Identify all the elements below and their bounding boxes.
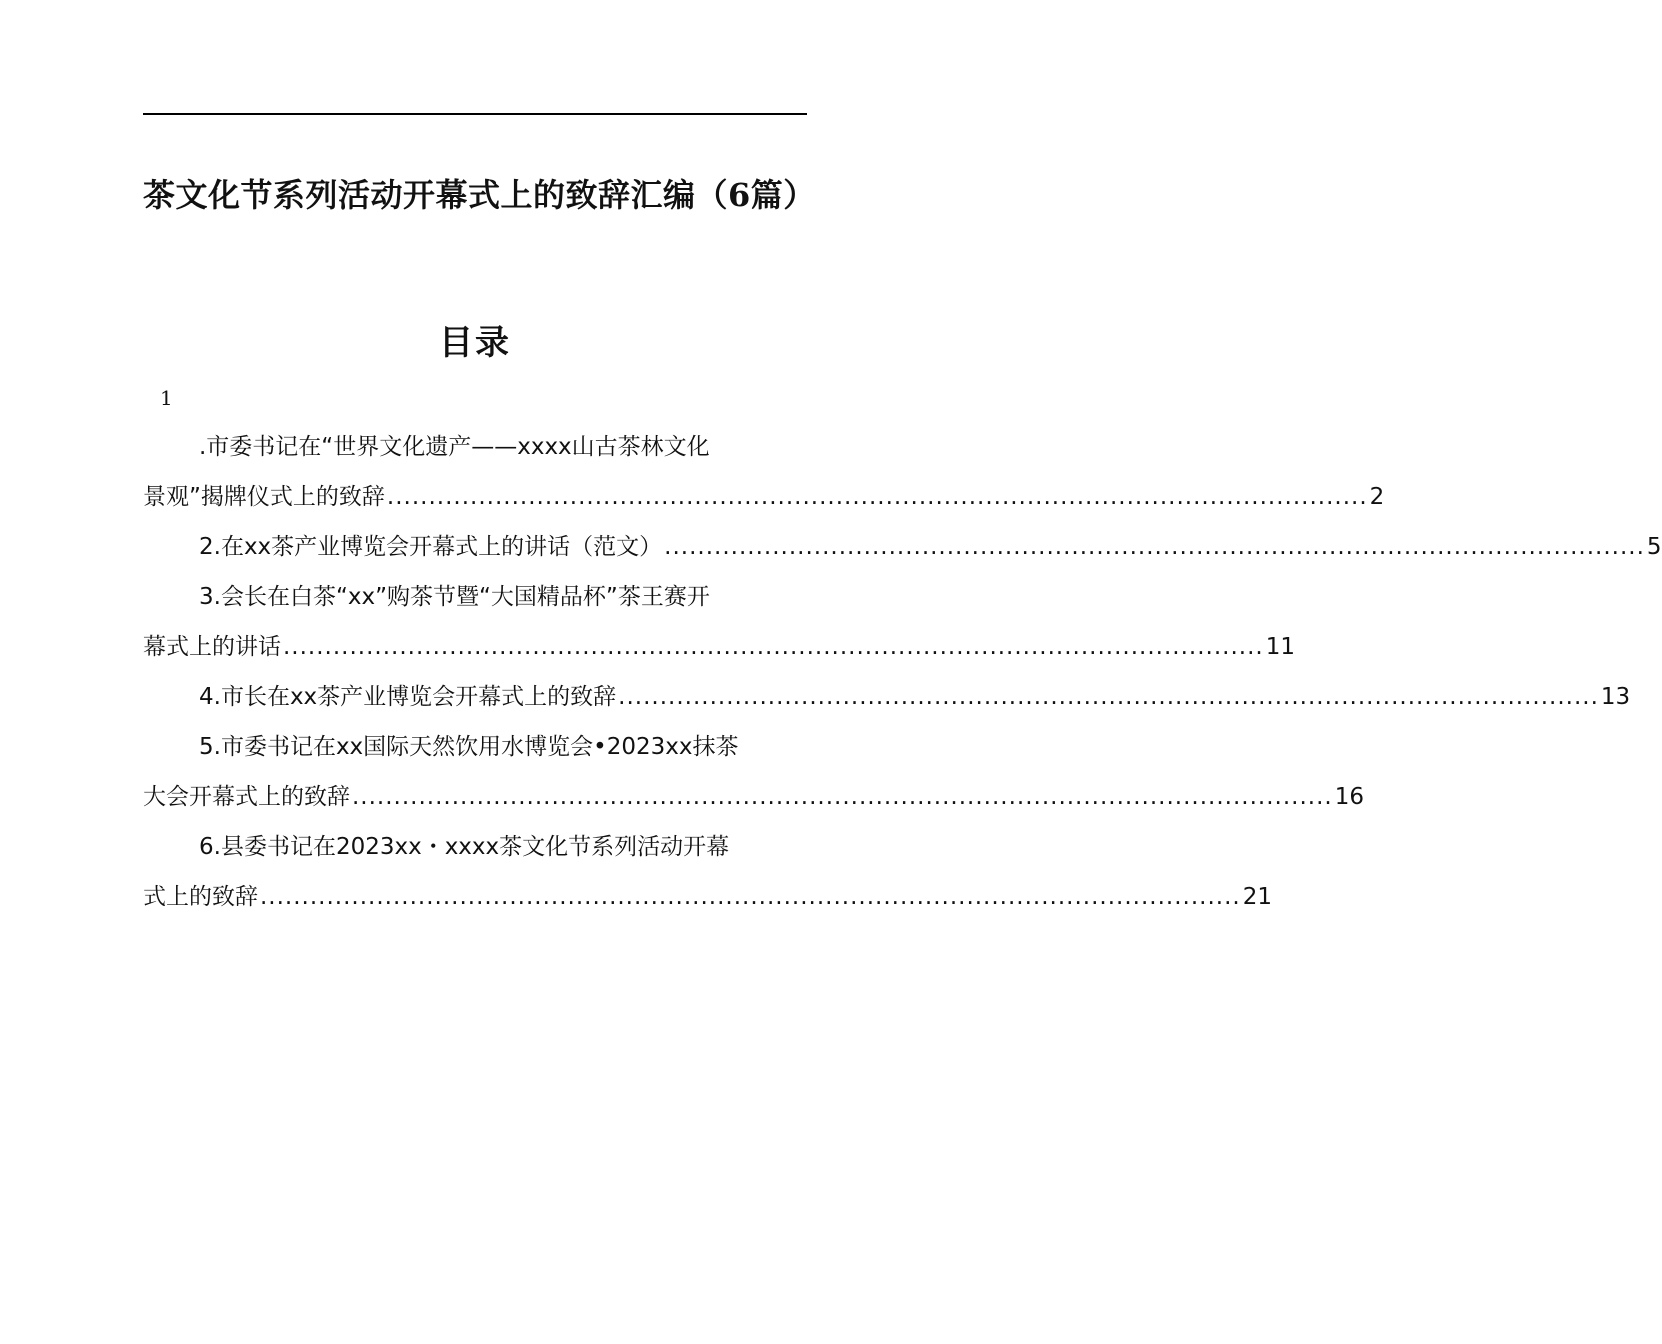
toc-entry-text: 4.市长在xx茶产业博览会开幕式上的致辞 [199, 684, 617, 710]
toc-entry-4[interactable] [143, 672, 1631, 722]
toc-leader-dots: ...................................................................................................................... [283, 634, 1264, 660]
toc-leader-dots: ...................................................................................................................... [386, 484, 1368, 510]
toc-entry-3[interactable] [143, 572, 1295, 672]
toc-entry-text: 幕式上的讲话 [143, 634, 281, 660]
toc-page-number: 5 [1646, 534, 1662, 560]
toc-entry-5[interactable] [143, 722, 1364, 822]
toc-entry-2[interactable] [143, 522, 1662, 572]
toc-entry-text: .市委书记在“世界文化遗产——xxxx山古茶林文化 [199, 434, 710, 460]
toc-entry-line [143, 672, 1631, 722]
toc-entry-text: 3.会长在白茶“xx”购茶节暨“大国精品杯”茶王赛开 [199, 584, 710, 610]
toc-entry-text: 5.市委书记在xx国际天然饮用水博览会•2023xx抹茶 [199, 734, 739, 760]
toc-entry-6[interactable] [143, 822, 1272, 922]
toc-entry-line [143, 772, 1364, 822]
toc-leader-dots: ...................................................................................................................... [664, 534, 1645, 560]
toc-page-number: 2 [1369, 484, 1385, 510]
toc-heading: 目录 [439, 323, 511, 363]
toc-entry-line [143, 422, 807, 472]
toc-entry-line [143, 572, 807, 622]
toc-leader-dots: ...................................................................................................................... [260, 884, 1241, 910]
toc-stray-number: 1 [160, 386, 173, 410]
toc-entry-line [143, 622, 1295, 672]
toc-entry-line [143, 472, 1385, 522]
toc-page-number: 13 [1600, 684, 1631, 710]
toc-entry-text: 式上的致辞 [143, 884, 258, 910]
toc-leader-dots: ...................................................................................................................... [352, 784, 1333, 810]
toc-entry-line [143, 822, 807, 872]
toc-leader-dots: ...................................................................................................................... [618, 684, 1599, 710]
toc-page-number: 11 [1265, 634, 1295, 660]
toc-page-number: 21 [1242, 884, 1272, 910]
toc-page-number: 16 [1334, 784, 1364, 810]
table-of-contents [143, 422, 1662, 922]
toc-entry-text: 大会开幕式上的致辞 [143, 784, 350, 810]
toc-entry-text: 6.县委书记在2023xx・xxxx茶文化节系列活动开幕 [199, 834, 730, 860]
toc-entry-text: 景观”揭牌仪式上的致辞 [143, 484, 385, 510]
document-title: 茶文化节系列活动开幕式上的致辞汇编（6篇） [143, 176, 816, 214]
toc-entry-line [143, 522, 1662, 572]
header-rule [143, 113, 807, 115]
toc-entry-line [143, 872, 1272, 922]
toc-entry-1[interactable] [143, 422, 1385, 522]
toc-entry-text: 2.在xx茶产业博览会开幕式上的讲话（范文） [199, 534, 663, 560]
toc-entry-line [143, 722, 807, 772]
